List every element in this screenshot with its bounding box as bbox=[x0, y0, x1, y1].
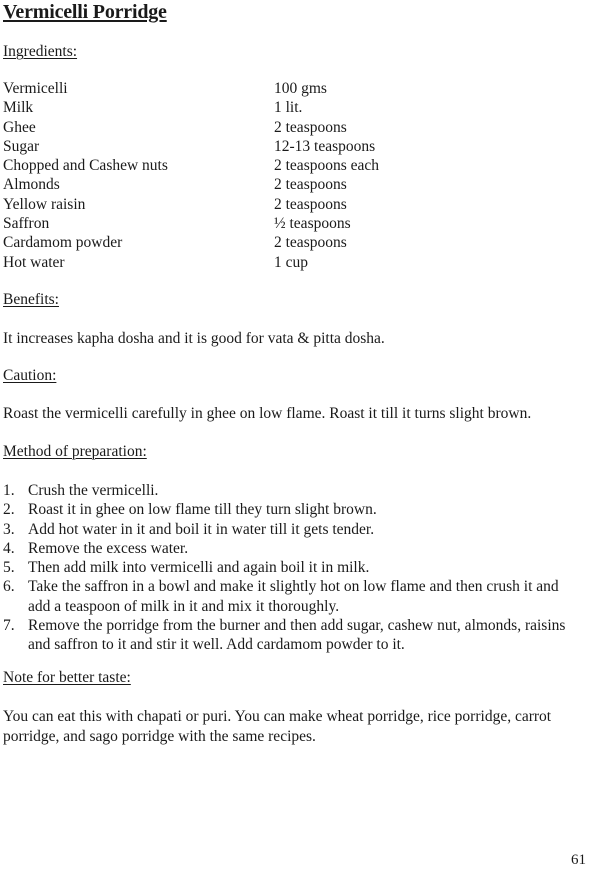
step-number: 3. bbox=[3, 520, 15, 538]
ingredient-quantity: 2 teaspoons each bbox=[274, 157, 380, 175]
ingredient-name: Chopped and Cashew nuts bbox=[3, 157, 168, 175]
ingredient-name: Yellow raisin bbox=[3, 195, 86, 213]
note-text: You can eat this with chapati or puri. You can make wheat porridge, rice porridge, carrot porridge, and sago porridge with the same recipes. bbox=[3, 708, 552, 745]
note-heading: Note for better taste: bbox=[3, 669, 131, 686]
ingredient-quantity: 100 gms bbox=[274, 80, 327, 97]
step-number: 6. bbox=[3, 578, 15, 596]
step-text: Remove the porridge from the burner and then add sugar, cashew nut, almonds, raisins and saffron to it and stir it well. Add cardamom powder to it. bbox=[28, 617, 566, 654]
ingredient-name: Hot water bbox=[3, 253, 65, 271]
ingredient-row bbox=[3, 79, 423, 98]
step-number: 2. bbox=[3, 501, 15, 519]
ingredient-quantity: 2 teaspoons bbox=[274, 234, 347, 252]
ingredients-heading: Ingredients: bbox=[3, 43, 78, 60]
step-text: Remove the excess water. bbox=[28, 539, 189, 557]
ingredient-name: Almonds bbox=[3, 176, 60, 194]
ingredient-name: Cardamom powder bbox=[3, 234, 123, 252]
method-step bbox=[3, 520, 583, 539]
method-step bbox=[3, 500, 583, 519]
ingredient-name: Saffron bbox=[3, 215, 50, 233]
ingredient-row bbox=[3, 98, 423, 117]
ingredient-row bbox=[3, 175, 423, 194]
ingredient-name: Vermicelli bbox=[3, 80, 68, 97]
ingredient-quantity: 1 lit. bbox=[274, 99, 303, 117]
recipe-title: Vermicelli Porridge bbox=[3, 1, 167, 23]
method-step bbox=[3, 558, 583, 577]
method-step bbox=[3, 616, 583, 655]
method-step bbox=[3, 481, 583, 500]
method-step bbox=[3, 539, 583, 558]
ingredient-name: Ghee bbox=[3, 118, 36, 136]
method-heading: Method of preparation: bbox=[3, 443, 147, 460]
ingredient-name: Sugar bbox=[3, 137, 40, 155]
step-text: Then add milk into vermicelli and again boil it in milk. bbox=[28, 559, 370, 577]
method-steps-list bbox=[3, 481, 583, 655]
ingredient-quantity: ½ teaspoons bbox=[274, 215, 351, 233]
ingredient-quantity: 2 teaspoons bbox=[274, 195, 347, 213]
step-number: 1. bbox=[3, 482, 15, 499]
ingredient-row bbox=[3, 233, 423, 252]
caution-heading: Caution: bbox=[3, 367, 57, 384]
ingredient-row bbox=[3, 195, 423, 214]
benefits-text: It increases kapha dosha and it is good for vata & pitta dosha. bbox=[3, 330, 385, 347]
step-text: Add hot water in it and boil it in water till it gets tender. bbox=[28, 520, 375, 538]
ingredients-list bbox=[3, 79, 423, 272]
caution-text: Roast the vermicelli carefully in ghee on low flame. Roast it till it turns slight brown. bbox=[3, 405, 532, 422]
benefits-heading: Benefits: bbox=[3, 291, 59, 308]
ingredient-row bbox=[3, 253, 423, 272]
page-number: 61 bbox=[571, 852, 586, 868]
ingredient-quantity: 1 cup bbox=[274, 253, 309, 271]
step-number: 5. bbox=[3, 559, 15, 577]
method-step bbox=[3, 577, 583, 616]
step-number: 7. bbox=[3, 617, 15, 635]
ingredient-name: Milk bbox=[3, 99, 34, 117]
step-text: Take the saffron in a bowl and make it slightly hot on low flame and then crush it and add a teaspoon of milk in it and mix it thoroughly. bbox=[28, 578, 559, 615]
ingredient-quantity: 2 teaspoons bbox=[274, 118, 347, 136]
ingredient-row bbox=[3, 118, 423, 137]
ingredient-quantity: 2 teaspoons bbox=[274, 176, 347, 194]
step-number: 4. bbox=[3, 539, 15, 557]
ingredient-quantity: 12-13 teaspoons bbox=[274, 137, 376, 155]
ingredient-row bbox=[3, 156, 423, 175]
ingredient-row bbox=[3, 137, 423, 156]
step-text: Roast it in ghee on low flame till they turn slight brown. bbox=[28, 501, 377, 519]
step-text: Crush the vermicelli. bbox=[28, 482, 159, 499]
ingredient-row bbox=[3, 214, 423, 233]
